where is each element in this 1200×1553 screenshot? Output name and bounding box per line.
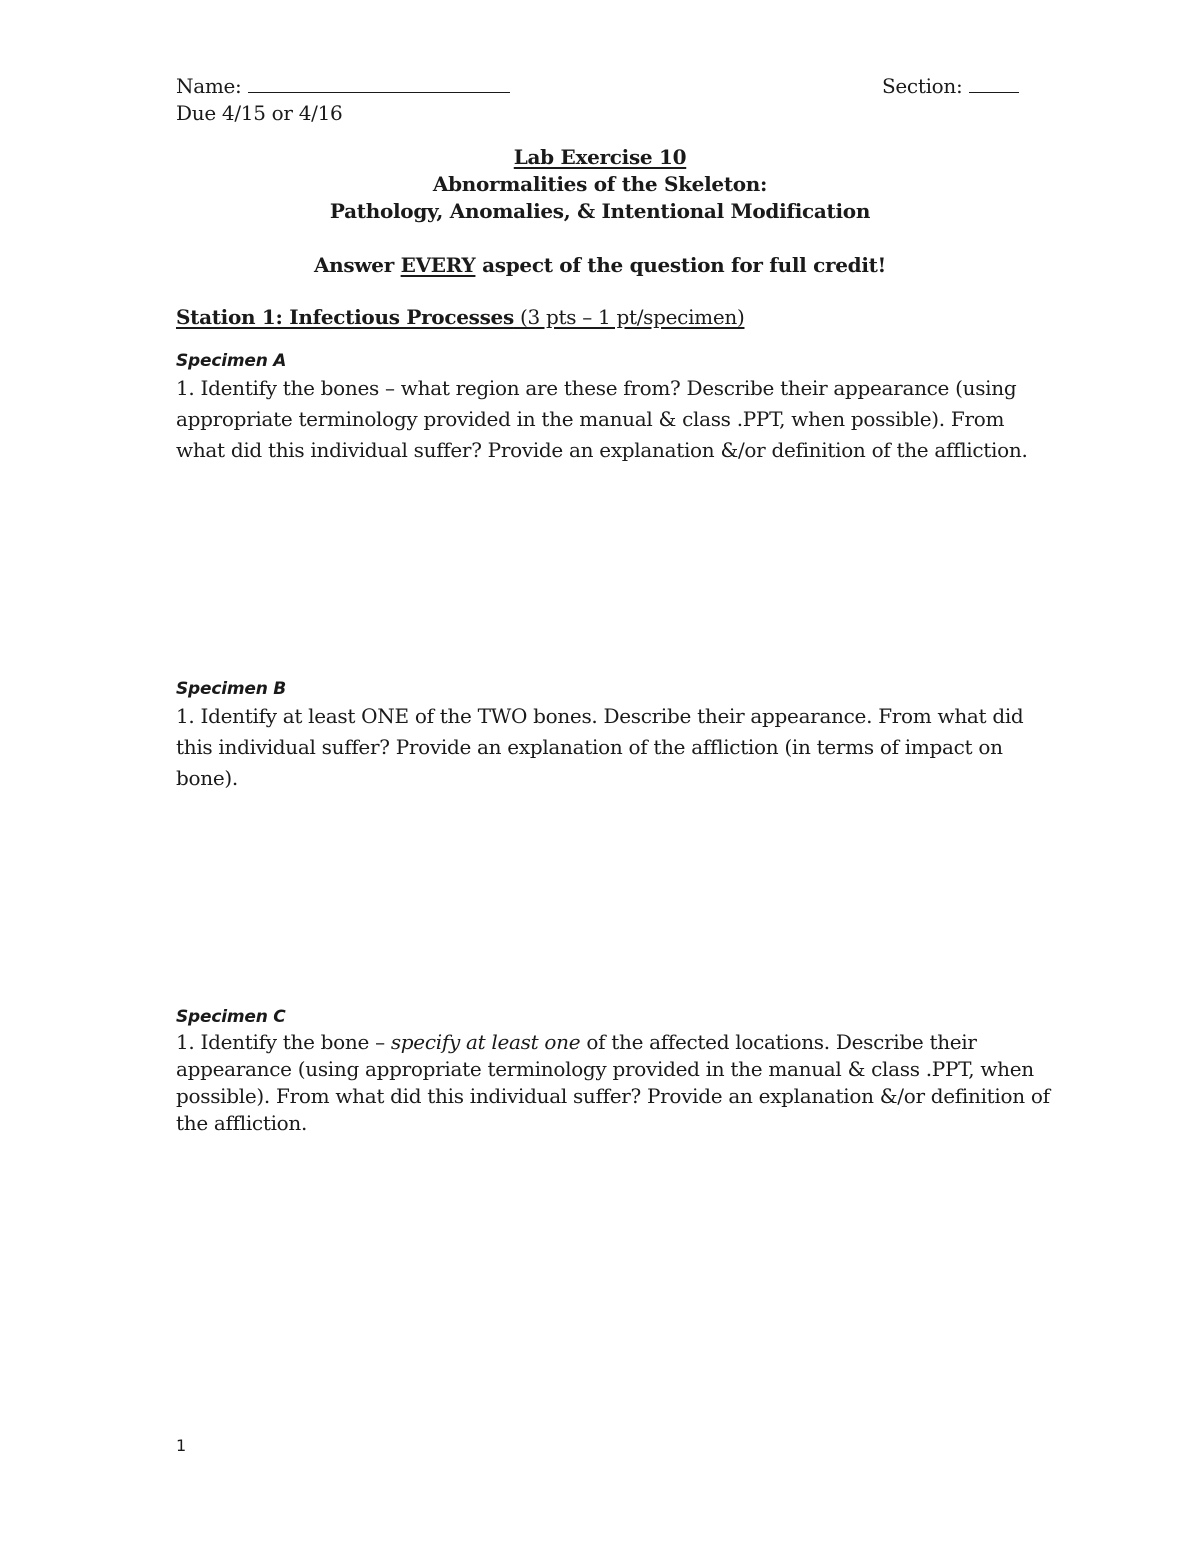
name-field: [176, 74, 510, 98]
page-number: 1: [176, 1436, 186, 1455]
station-heading: [176, 305, 744, 329]
section-label: Section:: [882, 74, 963, 98]
name-label: Name:: [176, 74, 242, 98]
name-blank: [248, 74, 510, 93]
title-line-2: Abnormalities of the Skeleton:: [432, 172, 768, 196]
title-line-3: Pathology, Anomalies, & Intentional Modification: [329, 199, 871, 223]
specimen-c-question: 1. Identify the bone – specify at least one of the affected locations. Describe their appearance (using appropriate terminology provided in the manual & class .PPT, when possible). From what did this individual suffer? Provide an explanation &/or definition of the affliction.: [176, 1030, 1050, 1135]
specimen-b-question: 1. Identify at least ONE of the TWO bones. Describe their appearance. From what did this individual suffer? Provide an explanation of the affliction (in terms of impact on bone).: [176, 704, 1024, 790]
specimen-a-label: Specimen A: [176, 351, 287, 371]
specimen-c-emphasis: specify at least one: [390, 1030, 581, 1054]
due-date: Due 4/15 or 4/16: [176, 101, 343, 125]
instruction-emphasis: EVERY: [400, 253, 476, 277]
title-line-1: Lab Exercise 10: [513, 145, 687, 169]
section-field: [882, 74, 1019, 98]
station-points: (3 pts – 1 pt/specimen): [513, 305, 745, 329]
section-blank: [969, 74, 1019, 93]
specimen-b-label: Specimen B: [176, 679, 287, 699]
instruction: Answer EVERY aspect of the question for full credit!: [313, 253, 887, 277]
specimen-a-question: 1. Identify the bones – what region are these from? Describe their appearance (using appropriate terminology provided in the manual & class .PPT, when possible). From what did this individual suffer? Provide an explanation &/or definition of the affliction.: [176, 376, 1028, 462]
specimen-c-label: Specimen C: [176, 1007, 286, 1027]
station-title: Station 1: Infectious Processes: [176, 305, 514, 329]
